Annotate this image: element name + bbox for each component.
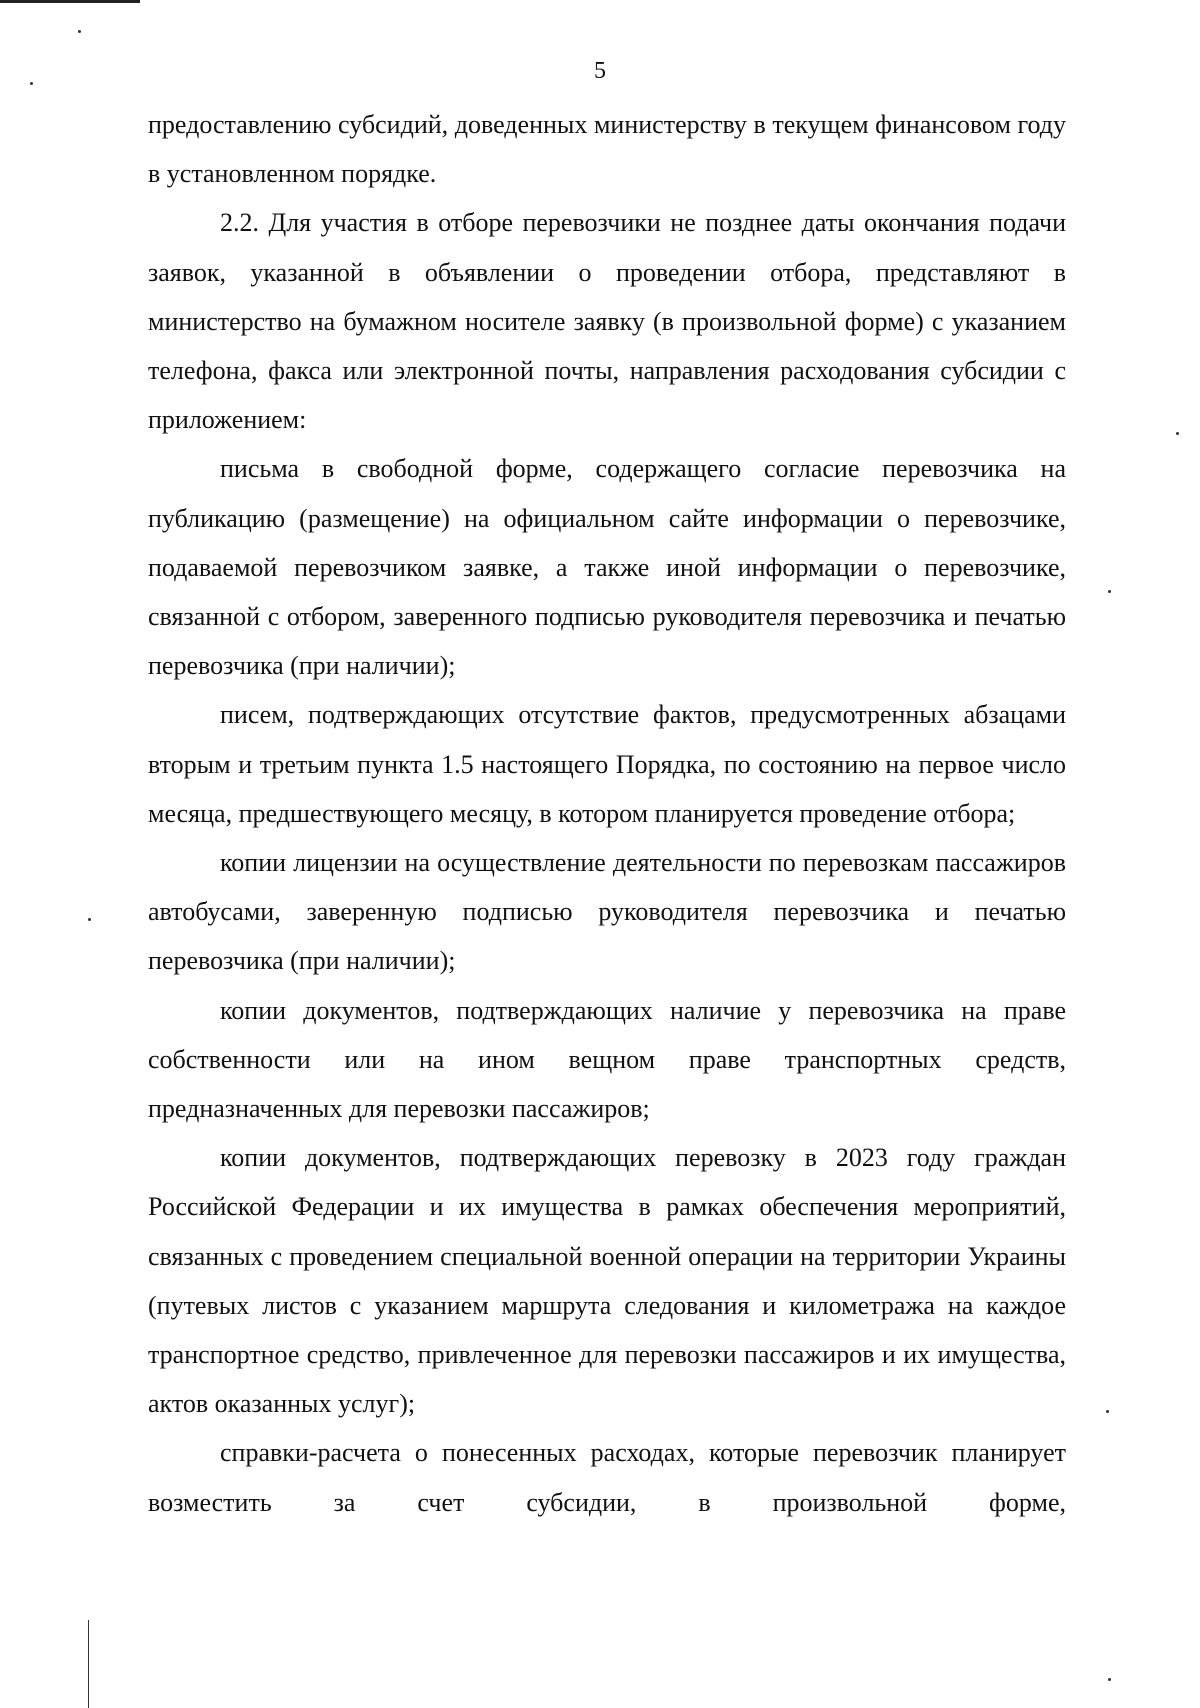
paragraph: копии документов, подтверждающих наличие у перевозчика на праве собственности или на ином вещном праве транспортных средств, предназначенных для перевозки пассажиров; xyxy=(148,995,1066,1124)
paragraph: писем, подтверждающих отсутствие фактов, предусмотренных абзацами вторым и третьим пункта 1.5 настоящего Порядка, по состоянию на первое число месяца, предшествующего месяцу, в котором планируется проведение отбора; xyxy=(148,700,1066,828)
scan-artifact-dot xyxy=(78,30,81,33)
paragraph: справки-расчета о понесенных расходах, которые перевозчик планирует возместить за счет субсидии, в произвольной форме, xyxy=(148,1438,1066,1517)
page-number: 5 xyxy=(594,58,606,84)
scan-artifact-dot xyxy=(1108,590,1111,593)
scan-artifact-dot xyxy=(1106,1410,1109,1413)
document-body xyxy=(148,100,1066,1527)
scan-artifact-edge xyxy=(88,1620,89,1708)
scan-artifact-dot xyxy=(1108,1678,1111,1681)
scan-artifact-line xyxy=(0,0,140,3)
paragraph: предоставлению субсидий, доведенных министерству в текущем финансовом году в установленном порядке. xyxy=(148,110,1066,189)
paragraph: копии документов, подтверждающих перевозку в 2023 году граждан Российской Федерации и их имущества в рамках обеспечения мероприятий, связанных с проведением специальной военной операции на территории Украины (путевых листов с указанием маршрута следования и километража на каждое транспортное средство, привлеченное для перевозки пассажиров и их имущества, актов оказанных услуг); xyxy=(148,1143,1066,1419)
paragraph: копии лицензии на осуществление деятельности по перевозкам пассажиров автобусами, заверенную подписью руководителя перевозчика и печатью перевозчика (при наличии); xyxy=(148,848,1066,976)
paragraph: 2.2. Для участия в отборе перевозчики не позднее даты окончания подачи заявок, указанной в объявлении о проведении отбора, представляют в министерство на бумажном носителе заявку (в произвольной форме) с указанием телефона, факса или электронной почты, направления расходования субсидии с приложением: xyxy=(148,208,1066,435)
scan-artifact-dot xyxy=(88,918,91,921)
scan-artifact-dot xyxy=(1176,432,1179,435)
paragraph: письма в свободной форме, содержащего согласие перевозчика на публикацию (размещение) на официальном сайте информации о перевозчике, подаваемой перевозчиком заявке, а также иной информации о перевозчике, связанной с отбором, заверенного подписью руководителя перевозчика и печатью перевозчика (при наличии); xyxy=(148,454,1066,681)
